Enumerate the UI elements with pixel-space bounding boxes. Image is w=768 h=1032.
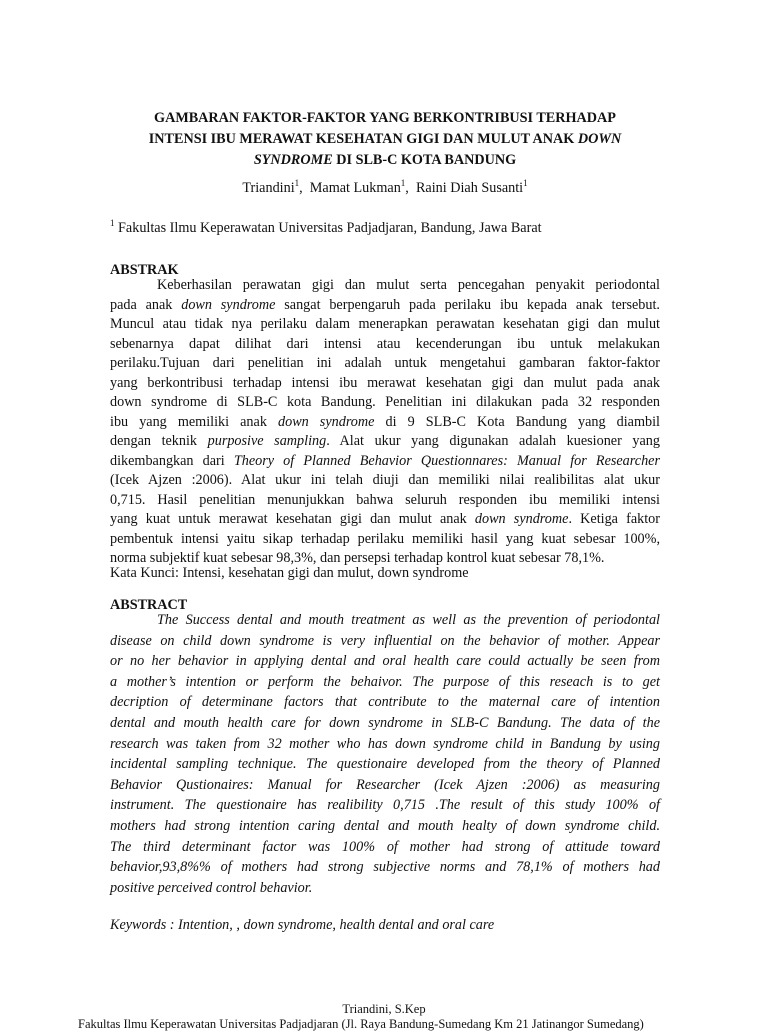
author-affiliation-mark: 1 [294,178,300,188]
abstrak-body [110,276,660,569]
abstrak-line: sebenarnya dapat dilihat dari intensi atau kecenderungan ibu untuk melakukan [110,335,660,352]
abstract-line: decription of determinane factors that contribute to the maternal care of intention [110,694,660,711]
abstract-body [110,610,660,898]
abstract-line: or no her behavior in applying dental and oral health care could actually be seen from [110,653,660,670]
abstract-line: incidental sampling technique. The questionaire developed from the theory of Planned [110,756,660,773]
footer-author: Triandini, S.Kep [342,1002,426,1016]
abstract-line: The Success dental and mouth treatment as well as the prevention of periodontal [157,612,660,628]
author-list: Triandini$^1$, Mamat Lukman$^1$, Raini Diah Susanti$^1$ [242,178,528,196]
abstrak-line: norma subjektif kuat sebesar 98,3%, dan persepsi terhadap kontrol kuat sebesar 78,1%. [110,550,605,566]
abstract-line: a mother’s intention or perform the behaivor. The purpose of this reseach is to get [110,673,660,690]
abstract-line: positive perceived control behavior. [110,879,313,896]
abstract-line: The third determinant factor was 100% of mother had strong of attitude toward [110,838,660,855]
abstrak-line: pada anak down syndrome sangat berpengaruh pada perilaku ibu kepada anak tersebut. [110,296,660,313]
abstract-line: behavior,93,8%% of mothers had strong subjective norms and 78,1% of mothers had [110,859,660,876]
abstrak-line: pembentuk intensi yaitu sikap terhadap perilaku memiliki hasil yang kuat sebesar 100%, [110,530,660,547]
title-line-2: INTENSI IBU MERAWAT KESEHATAN GIGI DAN MULUT ANAK DOWN [148,131,622,147]
abstract-line: instrument. The questionaire has realibility 0,715 .The result of this study 100% of [110,797,660,814]
abstrak-line: 0,715. Hasil penelitian menunjukkan bahwa seluruh responden ibu memiliki intensi [110,491,660,508]
author-affiliation-mark: 1 [400,178,406,188]
title-line-3: SYNDROME DI SLB-C KOTA BANDUNG [253,152,517,168]
keywords: Keywords : Intention, , down syndrome, health dental and oral care [110,917,495,933]
abstract-line: research was taken from 32 mother who has down syndrome child in Bandung by using [110,735,660,752]
abstrak-line: Keberhasilan perawatan gigi dan mulut serta pencegahan penyakit periodontal [157,277,660,293]
abstrak-line: (Icek Ajzen :2006). Alat ukur ini telah diuji dan memiliki nilai realibilitas alat ukur [110,472,660,488]
abstract-line: dental and mouth health care for down syndrome in SLB-C Bandung. The data of the [110,714,660,731]
abstrak-line: ibu yang memiliki anak down syndrome di 9 SLB-C Kota Bandung yang diambil [110,413,660,430]
affiliation: $^1$ Fakultas Ilmu Keperawatan Universitas Padjadjaran, Bandung, Jawa Barat [110,218,542,236]
kata-kunci: Kata Kunci: Intensi, kesehatan gigi dan mulut, down syndrome [110,565,469,581]
abstrak-line: Muncul atau tidak nya perilaku dalam menerapkan perawatan kesehatan gigi dan mulut [110,316,660,332]
abstrak-line: dikembangkan dari Theory of Planned Behavior Questionnares: Manual for Researcher [110,452,660,469]
author-name: Mamat Lukman [309,180,401,196]
abstract-line: Behavior Qustionaires: Manual for Researcher (Icek Ajzen :2006) as measuring [110,776,660,793]
footer-institution: Fakultas Ilmu Keperawatan Universitas Padjadjaran (Jl. Raya Bandung-Sumedang Km 21 Jatinangor Sumedang) [78,1017,644,1031]
author-name: Triandini [242,180,295,196]
abstrak-line: dengan teknik purposive sampling. Alat ukur yang digunakan adalah kuesioner yang [110,433,660,449]
abstrak-heading: ABSTRAK [110,262,179,278]
abstrak-line: yang kuat untuk merawat kesehatan gigi dan mulut anak down syndrome. Ketiga faktor [110,511,660,527]
paper-title [110,108,660,171]
author-name: Raini Diah Susanti [415,180,524,196]
abstrak-line: down syndrome di SLB-C kota Bandung. Penelitian ini dilakukan pada 32 responden [110,394,660,410]
abstract-line: disease on child down syndrome is very influential on the behavior of mother. Appear [110,632,660,649]
abstract-heading: ABSTRACT [110,597,188,613]
abstrak-line: yang berkontribusi terhadap intensi ibu merawat kesehatan gigi dan mulut pada anak [110,374,660,391]
title-line-1: GAMBARAN FAKTOR-FAKTOR YANG BERKONTRIBUSI TERHADAP [154,110,616,126]
author-affiliation-mark: 1 [523,178,528,188]
abstract-line: mothers had strong intention caring dental and mouth healty of down syndrome child. [110,817,660,834]
abstrak-line: perilaku.Tujuan dari penelitian ini adalah untuk mengetahui gambaran faktor-faktor [110,355,660,371]
